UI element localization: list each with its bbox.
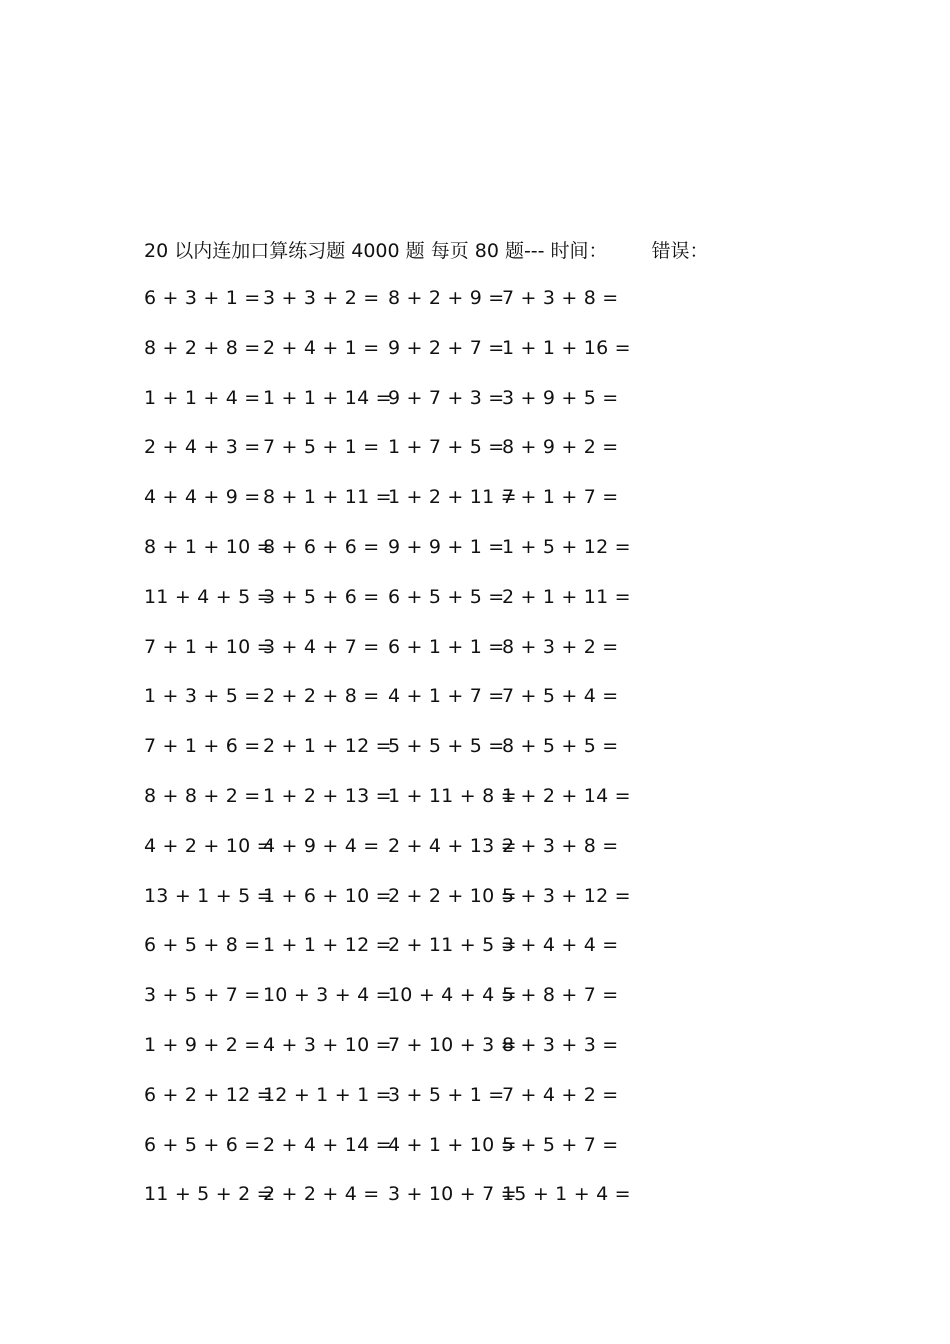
problem-item: 1 + 7 + 5 = <box>388 436 505 459</box>
problem-item: 4 + 4 + 9 = <box>144 486 261 509</box>
problem-item: 8 + 9 + 2 = <box>502 436 619 459</box>
error-label: 错误： <box>651 240 709 262</box>
problem-item: 4 + 1 + 7 = <box>388 685 505 708</box>
problem-item: 2 + 2 + 10 = <box>388 884 517 907</box>
problem-item: 1 + 2 + 13 = <box>263 784 392 807</box>
problem-item: 4 + 2 + 10 = <box>144 834 273 857</box>
problem-item: 3 + 5 + 1 = <box>388 1083 505 1106</box>
problem-item: 11 + 4 + 5 = <box>144 585 273 608</box>
problem-item: 3 + 4 + 4 = <box>502 934 619 957</box>
problem-item: 3 + 4 + 7 = <box>263 635 380 658</box>
problem-row <box>0 436 950 486</box>
problem-row <box>0 835 950 885</box>
problem-item: 6 + 3 + 1 = <box>144 287 261 309</box>
problem-item: 7 + 1 + 7 = <box>502 486 619 509</box>
problem-item: 5 + 5 + 5 = <box>388 735 505 758</box>
problem-item: 5 + 8 + 7 = <box>502 984 619 1007</box>
problem-item: 1 + 1 + 4 = <box>144 386 261 409</box>
problem-item: 6 + 1 + 1 = <box>388 635 505 658</box>
problem-item: 5 + 3 + 12 = <box>502 884 631 907</box>
problem-item: 1 + 1 + 14 = <box>263 386 392 409</box>
problem-item: 8 + 2 + 8 = <box>144 336 261 359</box>
problem-item: 3 + 5 + 7 = <box>144 984 261 1007</box>
problem-row <box>0 486 950 536</box>
problem-item: 8 + 5 + 5 = <box>502 735 619 758</box>
problem-item: 1 + 3 + 5 = <box>144 685 261 708</box>
problem-item: 2 + 3 + 8 = <box>502 834 619 857</box>
problem-item: 10 + 3 + 4 = <box>263 984 392 1007</box>
problem-row <box>0 885 950 935</box>
problem-row <box>0 934 950 984</box>
problem-item: 3 + 10 + 7 = <box>388 1183 517 1206</box>
problem-item: 7 + 5 + 1 = <box>263 436 380 459</box>
problem-item: 2 + 2 + 8 = <box>263 685 380 708</box>
problem-item: 8 + 1 + 10 = <box>144 535 273 558</box>
worksheet-title: 20 以内连加口算练习题 4000 题 每页 80 题--- <box>144 240 545 262</box>
problem-item: 15 + 1 + 4 = <box>502 1183 631 1206</box>
worksheet-header <box>144 236 709 263</box>
problem-item: 4 + 3 + 10 = <box>263 1033 392 1056</box>
problem-item: 2 + 1 + 12 = <box>263 735 392 758</box>
problem-item: 7 + 3 + 8 = <box>502 287 619 309</box>
problem-row <box>0 1183 950 1233</box>
time-label: 时间： <box>550 240 608 262</box>
problem-row <box>0 287 950 337</box>
problem-item: 1 + 1 + 12 = <box>263 934 392 957</box>
problem-item: 7 + 1 + 10 = <box>144 635 273 658</box>
problem-item: 2 + 4 + 14 = <box>263 1133 392 1156</box>
problem-grid <box>0 287 950 1233</box>
problem-item: 1 + 2 + 11 = <box>388 486 517 509</box>
problem-row <box>0 586 950 636</box>
problem-row <box>0 387 950 437</box>
problem-item: 1 + 11 + 8 = <box>388 784 517 807</box>
problem-row <box>0 1034 950 1084</box>
problem-item: 12 + 1 + 1 = <box>263 1083 392 1106</box>
problem-row <box>0 685 950 735</box>
problem-row <box>0 785 950 835</box>
problem-item: 8 + 2 + 9 = <box>388 287 505 309</box>
problem-item: 7 + 10 + 3 = <box>388 1033 517 1056</box>
problem-item: 6 + 5 + 8 = <box>144 934 261 957</box>
problem-item: 8 + 3 + 2 = <box>502 635 619 658</box>
problem-item: 3 + 9 + 5 = <box>502 386 619 409</box>
problem-item: 2 + 11 + 5 = <box>388 934 517 957</box>
problem-row <box>0 536 950 586</box>
problem-item: 11 + 5 + 2 = <box>144 1183 273 1206</box>
problem-row <box>0 636 950 686</box>
problem-item: 2 + 4 + 1 = <box>263 336 380 359</box>
problem-item: 7 + 4 + 2 = <box>502 1083 619 1106</box>
problem-item: 1 + 9 + 2 = <box>144 1033 261 1056</box>
problem-item: 6 + 2 + 12 = <box>144 1083 273 1106</box>
problem-item: 2 + 1 + 11 = <box>502 585 631 608</box>
problem-item: 13 + 1 + 5 = <box>144 884 273 907</box>
problem-item: 6 + 5 + 6 = <box>144 1133 261 1156</box>
problem-item: 2 + 4 + 13 = <box>388 834 517 857</box>
problem-item: 9 + 7 + 3 = <box>388 386 505 409</box>
problem-item: 3 + 5 + 6 = <box>263 585 380 608</box>
problem-row <box>0 1084 950 1134</box>
problem-row <box>0 1134 950 1184</box>
problem-item: 8 + 8 + 2 = <box>144 784 261 807</box>
problem-item: 8 + 6 + 6 = <box>263 535 380 558</box>
problem-row <box>0 337 950 387</box>
problem-item: 4 + 9 + 4 = <box>263 834 380 857</box>
problem-item: 5 + 5 + 7 = <box>502 1133 619 1156</box>
problem-item: 7 + 5 + 4 = <box>502 685 619 708</box>
problem-item: 8 + 1 + 11 = <box>263 486 392 509</box>
problem-item: 1 + 5 + 12 = <box>502 535 631 558</box>
problem-item: 1 + 1 + 16 = <box>502 336 631 359</box>
problem-item: 8 + 3 + 3 = <box>502 1033 619 1056</box>
problem-item: 1 + 6 + 10 = <box>263 884 392 907</box>
problem-item: 3 + 3 + 2 = <box>263 287 380 309</box>
problem-item: 9 + 2 + 7 = <box>388 336 505 359</box>
problem-row <box>0 984 950 1034</box>
problem-item: 1 + 2 + 14 = <box>502 784 631 807</box>
problem-item: 6 + 5 + 5 = <box>388 585 505 608</box>
problem-item: 4 + 1 + 10 = <box>388 1133 517 1156</box>
problem-item: 7 + 1 + 6 = <box>144 735 261 758</box>
problem-item: 10 + 4 + 4 = <box>388 984 517 1007</box>
problem-row <box>0 735 950 785</box>
problem-item: 9 + 9 + 1 = <box>388 535 505 558</box>
problem-item: 2 + 2 + 4 = <box>263 1183 380 1206</box>
problem-item: 2 + 4 + 3 = <box>144 436 261 459</box>
